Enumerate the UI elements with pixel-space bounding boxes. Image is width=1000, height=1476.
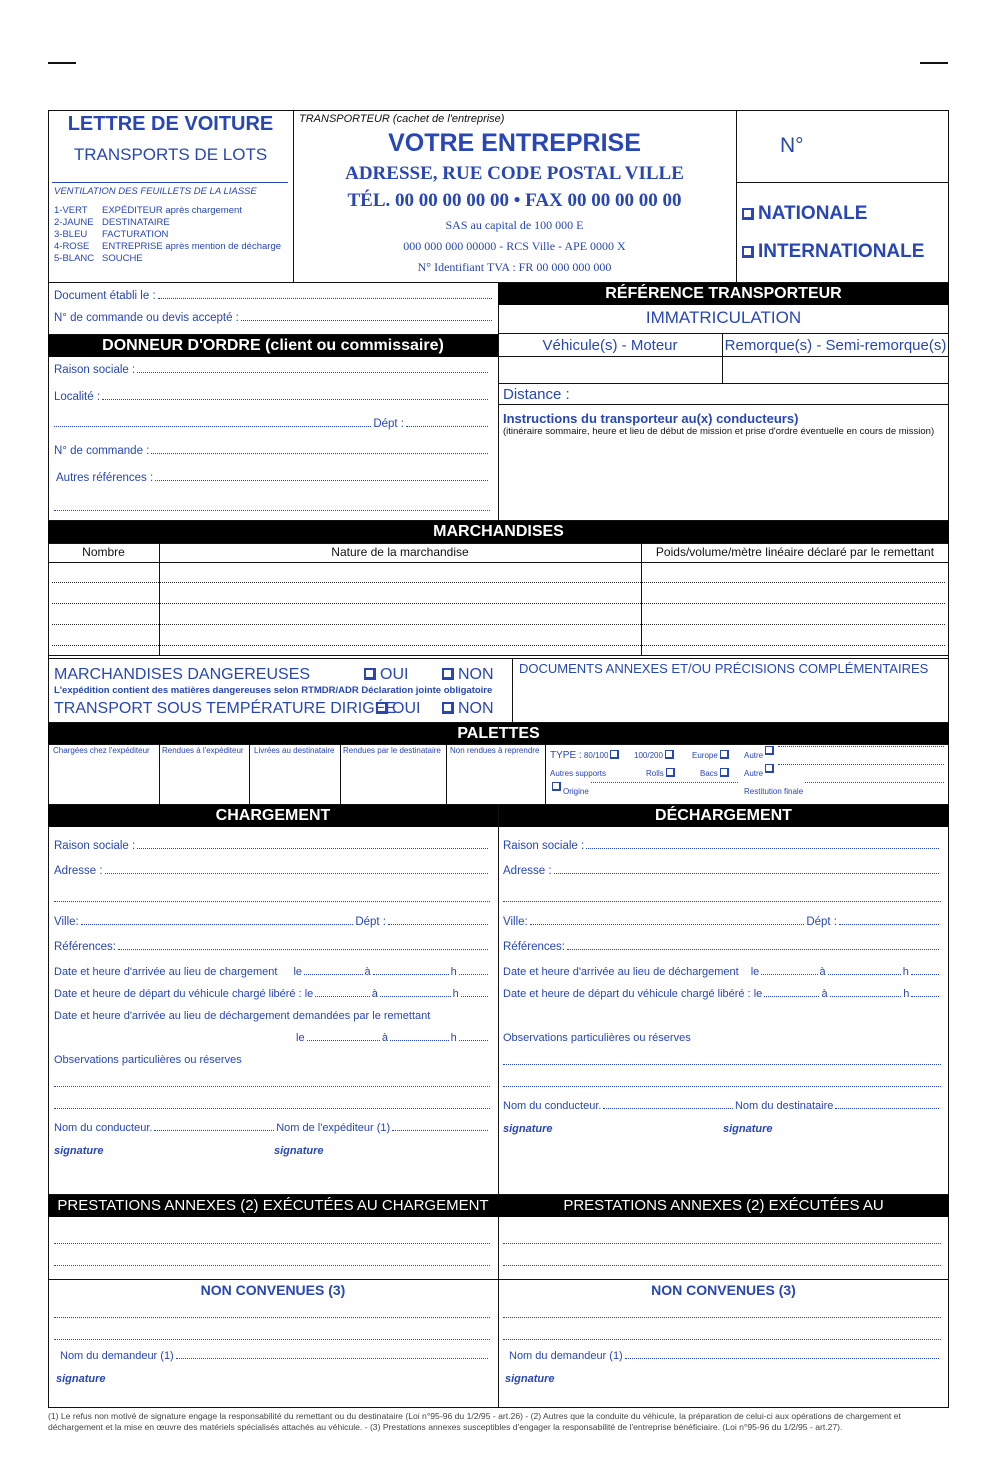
dechargement-raison-field[interactable]: Raison sociale : [503, 840, 941, 852]
dechargement-depart-field[interactable]: Date et heure de départ du véhicule chargé libéré : le à h [503, 988, 941, 1000]
prestations-dechargement-line[interactable] [503, 1265, 941, 1266]
number-label: N° [780, 134, 804, 157]
chargement-observations-label: Observations particulières ou réserves [54, 1054, 242, 1066]
company-address: ADRESSE, RUE CODE POSTAL VILLE [345, 163, 684, 184]
company-block [293, 128, 736, 278]
dechargement-references-field[interactable]: Références: [503, 941, 941, 953]
reference-transporteur-header: RÉFÉRENCE TRANSPORTEUR [498, 283, 949, 305]
dechargement-observations-line[interactable] [503, 1086, 941, 1087]
col-nombre: Nombre [82, 545, 125, 559]
internationale-checkbox[interactable] [742, 246, 754, 258]
dechargement-ville-field[interactable]: Ville: Dépt : [503, 916, 941, 928]
donneur-localite-field[interactable]: Localité : [54, 391, 490, 403]
donneur-commande-field[interactable]: N° de commande : [54, 445, 490, 457]
non-convenues-chargement-line[interactable] [54, 1317, 490, 1318]
dangereuses-oui-checkbox[interactable] [364, 668, 376, 680]
dangereuses-note: L'expédition contient des matières dangereuses selon RTMDR/ADR Déclaration jointe obligatoire [54, 685, 493, 696]
company-name: VOTRE ENTREPRISE [388, 129, 641, 157]
ventilation-item: 1-VERT EXPÉDITEUR après chargement [54, 205, 242, 216]
ventilation-item: 2-JAUNE DESTINATAIRE [54, 217, 170, 228]
palettes-col-livrees: Livrées au destinataire [254, 746, 335, 755]
dechargement-adresse-field[interactable]: Adresse : [503, 865, 941, 877]
chargement-conducteur-field[interactable]: Nom du conducteur. Nom de l'expéditeur (1) [54, 1122, 490, 1134]
company-tva: N° Identifiant TVA : FR 00 000 000 000 [417, 260, 612, 274]
demandeur-dechargement-signature[interactable]: signature [505, 1373, 555, 1385]
ventilation-item: 5-BLANC SOUCHE [54, 253, 143, 264]
title-line-1: LETTRE DE VOITURE [67, 113, 274, 135]
palettes-header: PALETTES [48, 723, 949, 745]
autre1-checkbox[interactable] [765, 746, 774, 755]
nationale-checkbox[interactable] [742, 208, 754, 220]
chargement-signature-conducteur[interactable]: signature [54, 1145, 104, 1157]
donneur-ordre-header: DONNEUR D'ORDRE (client ou commissaire) [48, 335, 498, 357]
type-800-checkbox[interactable] [610, 750, 619, 759]
temperature-oui[interactable]: OUI [376, 700, 420, 718]
dechargement-conducteur-field[interactable]: Nom du conducteur. Nom du destinataire [503, 1100, 941, 1112]
dechargement-arrivee-field[interactable]: Date et heure d'arrivée au lieu de déchargement le à h [503, 966, 941, 978]
company-capital: SAS au capital de 100 000 E [445, 218, 584, 232]
chargement-demandees-field[interactable]: le à h [296, 1032, 490, 1044]
footer-notes [48, 1411, 953, 1433]
palettes-col-rendues-dest: Rendues par le destinataire [343, 746, 441, 755]
chargement-references-field[interactable]: Références: [54, 941, 490, 953]
chargement-depart-field[interactable]: Date et heure de départ du véhicule chargé libéré : le à h [54, 988, 490, 1000]
chargement-adresse-field[interactable]: Adresse : [54, 865, 490, 877]
non-convenues-dechargement-line[interactable] [503, 1339, 941, 1340]
marchandises-header: MARCHANDISES [48, 521, 949, 543]
footer-note-line-1: (1) Le refus non motivé de signature engage la responsabilité du remettant ou du destinataire (Loi n°95-96 du 1/2/95 - art.26) - (2) Autres que la conduite du véhicule, la préparation de celui-ci aux opérations de chargement et [48, 1411, 901, 1421]
form-title [48, 112, 293, 166]
distance-label: Distance : [503, 386, 570, 403]
chargement-raison-field[interactable]: Raison sociale : [54, 840, 490, 852]
internationale-option[interactable] [742, 241, 924, 263]
chargement-observations-line[interactable] [54, 1108, 490, 1109]
demandeur-chargement-signature[interactable]: signature [56, 1373, 106, 1385]
dangereuses-title: MARCHANDISES DANGEREUSES [54, 666, 311, 683]
prestations-chargement-header: PRESTATIONS ANNEXES (2) EXÉCUTÉES AU CHARGEMENT [48, 1195, 498, 1217]
dechargement-observations-label: Observations particulières ou réserves [503, 1032, 691, 1044]
transporteur-label: TRANSPORTEUR (cachet de l'entreprise) [299, 113, 505, 125]
document-etabli-field[interactable]: Document établi le : [54, 290, 494, 302]
chargement-arrivee-field[interactable]: Date et heure d'arrivée au lieu de chargement le à h [54, 966, 490, 978]
type-1000-checkbox[interactable] [665, 750, 674, 759]
non-convenues-dechargement: NON CONVENUES (3) [651, 1282, 796, 1298]
origine-checkbox[interactable] [552, 782, 561, 791]
title-line-2: TRANSPORTS DE LOTS [73, 145, 268, 164]
ventilation-list [54, 205, 281, 265]
crop-mark-left [48, 62, 76, 64]
temperature-oui-checkbox[interactable] [376, 702, 388, 714]
non-convenues-chargement-line[interactable] [54, 1339, 490, 1340]
commande-devis-field[interactable]: N° de commande ou devis accepté : [54, 312, 494, 324]
ventilation-item: 3-BLEU FACTURATION [54, 229, 169, 240]
demandeur-dechargement-field[interactable]: Nom du demandeur (1) [509, 1350, 941, 1362]
autre2-checkbox[interactable] [765, 764, 774, 773]
dechargement-observations-line[interactable] [503, 1064, 941, 1065]
donneur-dept-field[interactable]: Dépt : [54, 418, 490, 430]
prestations-dechargement-header: PRESTATIONS ANNEXES (2) EXÉCUTÉES AU DÉCHARGEMENT [498, 1195, 949, 1217]
ventilation-title: VENTILATION DES FEUILLETS DE LA LIASSE [54, 186, 257, 197]
dechargement-signature-conducteur[interactable]: signature [503, 1123, 553, 1135]
palettes-col-rendues-exp: Rendues à l'expéditeur [162, 746, 244, 755]
non-convenues-chargement: NON CONVENUES (3) [200, 1282, 346, 1298]
demandeur-chargement-field[interactable]: Nom du demandeur (1) [60, 1350, 490, 1362]
prestations-dechargement-line[interactable] [503, 1243, 941, 1244]
chargement-ville-field[interactable]: Ville: Dépt : [54, 916, 490, 928]
nationale-label: NATIONALE [758, 203, 868, 224]
remorque-label: Remorque(s) - Semi-remorque(s) [724, 337, 947, 354]
dechargement-signature-destinataire[interactable]: signature [723, 1123, 773, 1135]
temperature-title: TRANSPORT SOUS TEMPÉRATURE DIRIGÉE [54, 700, 396, 717]
footer-note-line-2: déchargement et la mise en œuvre des matériels spécialisés attachés au véhicule. - (3) Prestations annexes susceptibles d'engager la responsabilité de l'entreprise bénéficiaire. (Loi n°95-96 du 1/2/95 - art.27). [48, 1422, 843, 1432]
company-rcs: 000 000 000 00000 - RCS Ville - APE 0000 X [403, 239, 626, 253]
donneur-autres-field[interactable]: Autres références : [56, 472, 490, 484]
europe-checkbox[interactable] [720, 750, 729, 759]
dangereuses-oui[interactable]: OUI [364, 666, 408, 684]
non-convenues-dechargement-line[interactable] [503, 1317, 941, 1318]
col-poids: Poids/volume/mètre linéaire déclaré par le remettant [655, 545, 935, 559]
palettes-col-non-rendues: Non rendues à reprendre [450, 746, 540, 755]
chargement-signature-expediteur[interactable]: signature [274, 1145, 324, 1157]
donneur-raison-field[interactable]: Raison sociale : [54, 364, 490, 376]
bacs-checkbox[interactable] [720, 768, 729, 777]
dangereuses-non-checkbox[interactable] [442, 668, 454, 680]
temperature-non-checkbox[interactable] [442, 702, 454, 714]
ventilation-item: 4-ROSE ENTREPRISE après mention de décharge [54, 241, 282, 252]
vehicule-label: Véhicule(s) - Moteur [542, 337, 678, 354]
col-nature: Nature de la marchandise [331, 545, 469, 559]
dechargement-header: DÉCHARGEMENT [498, 805, 949, 827]
company-phone: TÉL. 00 00 00 00 00 • FAX 00 00 00 00 00 [347, 190, 682, 211]
instructions-subtitle: (itinéraire sommaire, heure et lieu de début de mission et prise d'ordre éventuelle en cours de mission) [503, 426, 935, 437]
rolls-checkbox[interactable] [666, 768, 675, 777]
crop-mark-right [920, 62, 948, 64]
documents-annexes-label: DOCUMENTS ANNEXES ET/OU PRÉCISIONS COMPLÉMENTAIRES [519, 661, 929, 676]
temperature-non[interactable]: NON [442, 700, 494, 718]
nationale-option[interactable] [742, 203, 867, 225]
internationale-label: INTERNATIONALE [758, 241, 925, 262]
prestations-chargement-line[interactable] [54, 1243, 490, 1244]
chargement-observations-line[interactable] [54, 1086, 490, 1087]
instructions-label: Instructions du transporteur au(x) conducteurs) [503, 411, 799, 426]
immatriculation-label: IMMATRICULATION [645, 308, 802, 327]
prestations-chargement-line[interactable] [54, 1265, 490, 1266]
dangereuses-non[interactable]: NON [442, 666, 494, 684]
chargement-header: CHARGEMENT [48, 805, 498, 827]
chargement-demandees-label: Date et heure d'arrivée au lieu de déchargement demandées par le remettant [54, 1010, 431, 1022]
palettes-col-chargees: Chargées chez l'expéditeur [53, 746, 150, 755]
